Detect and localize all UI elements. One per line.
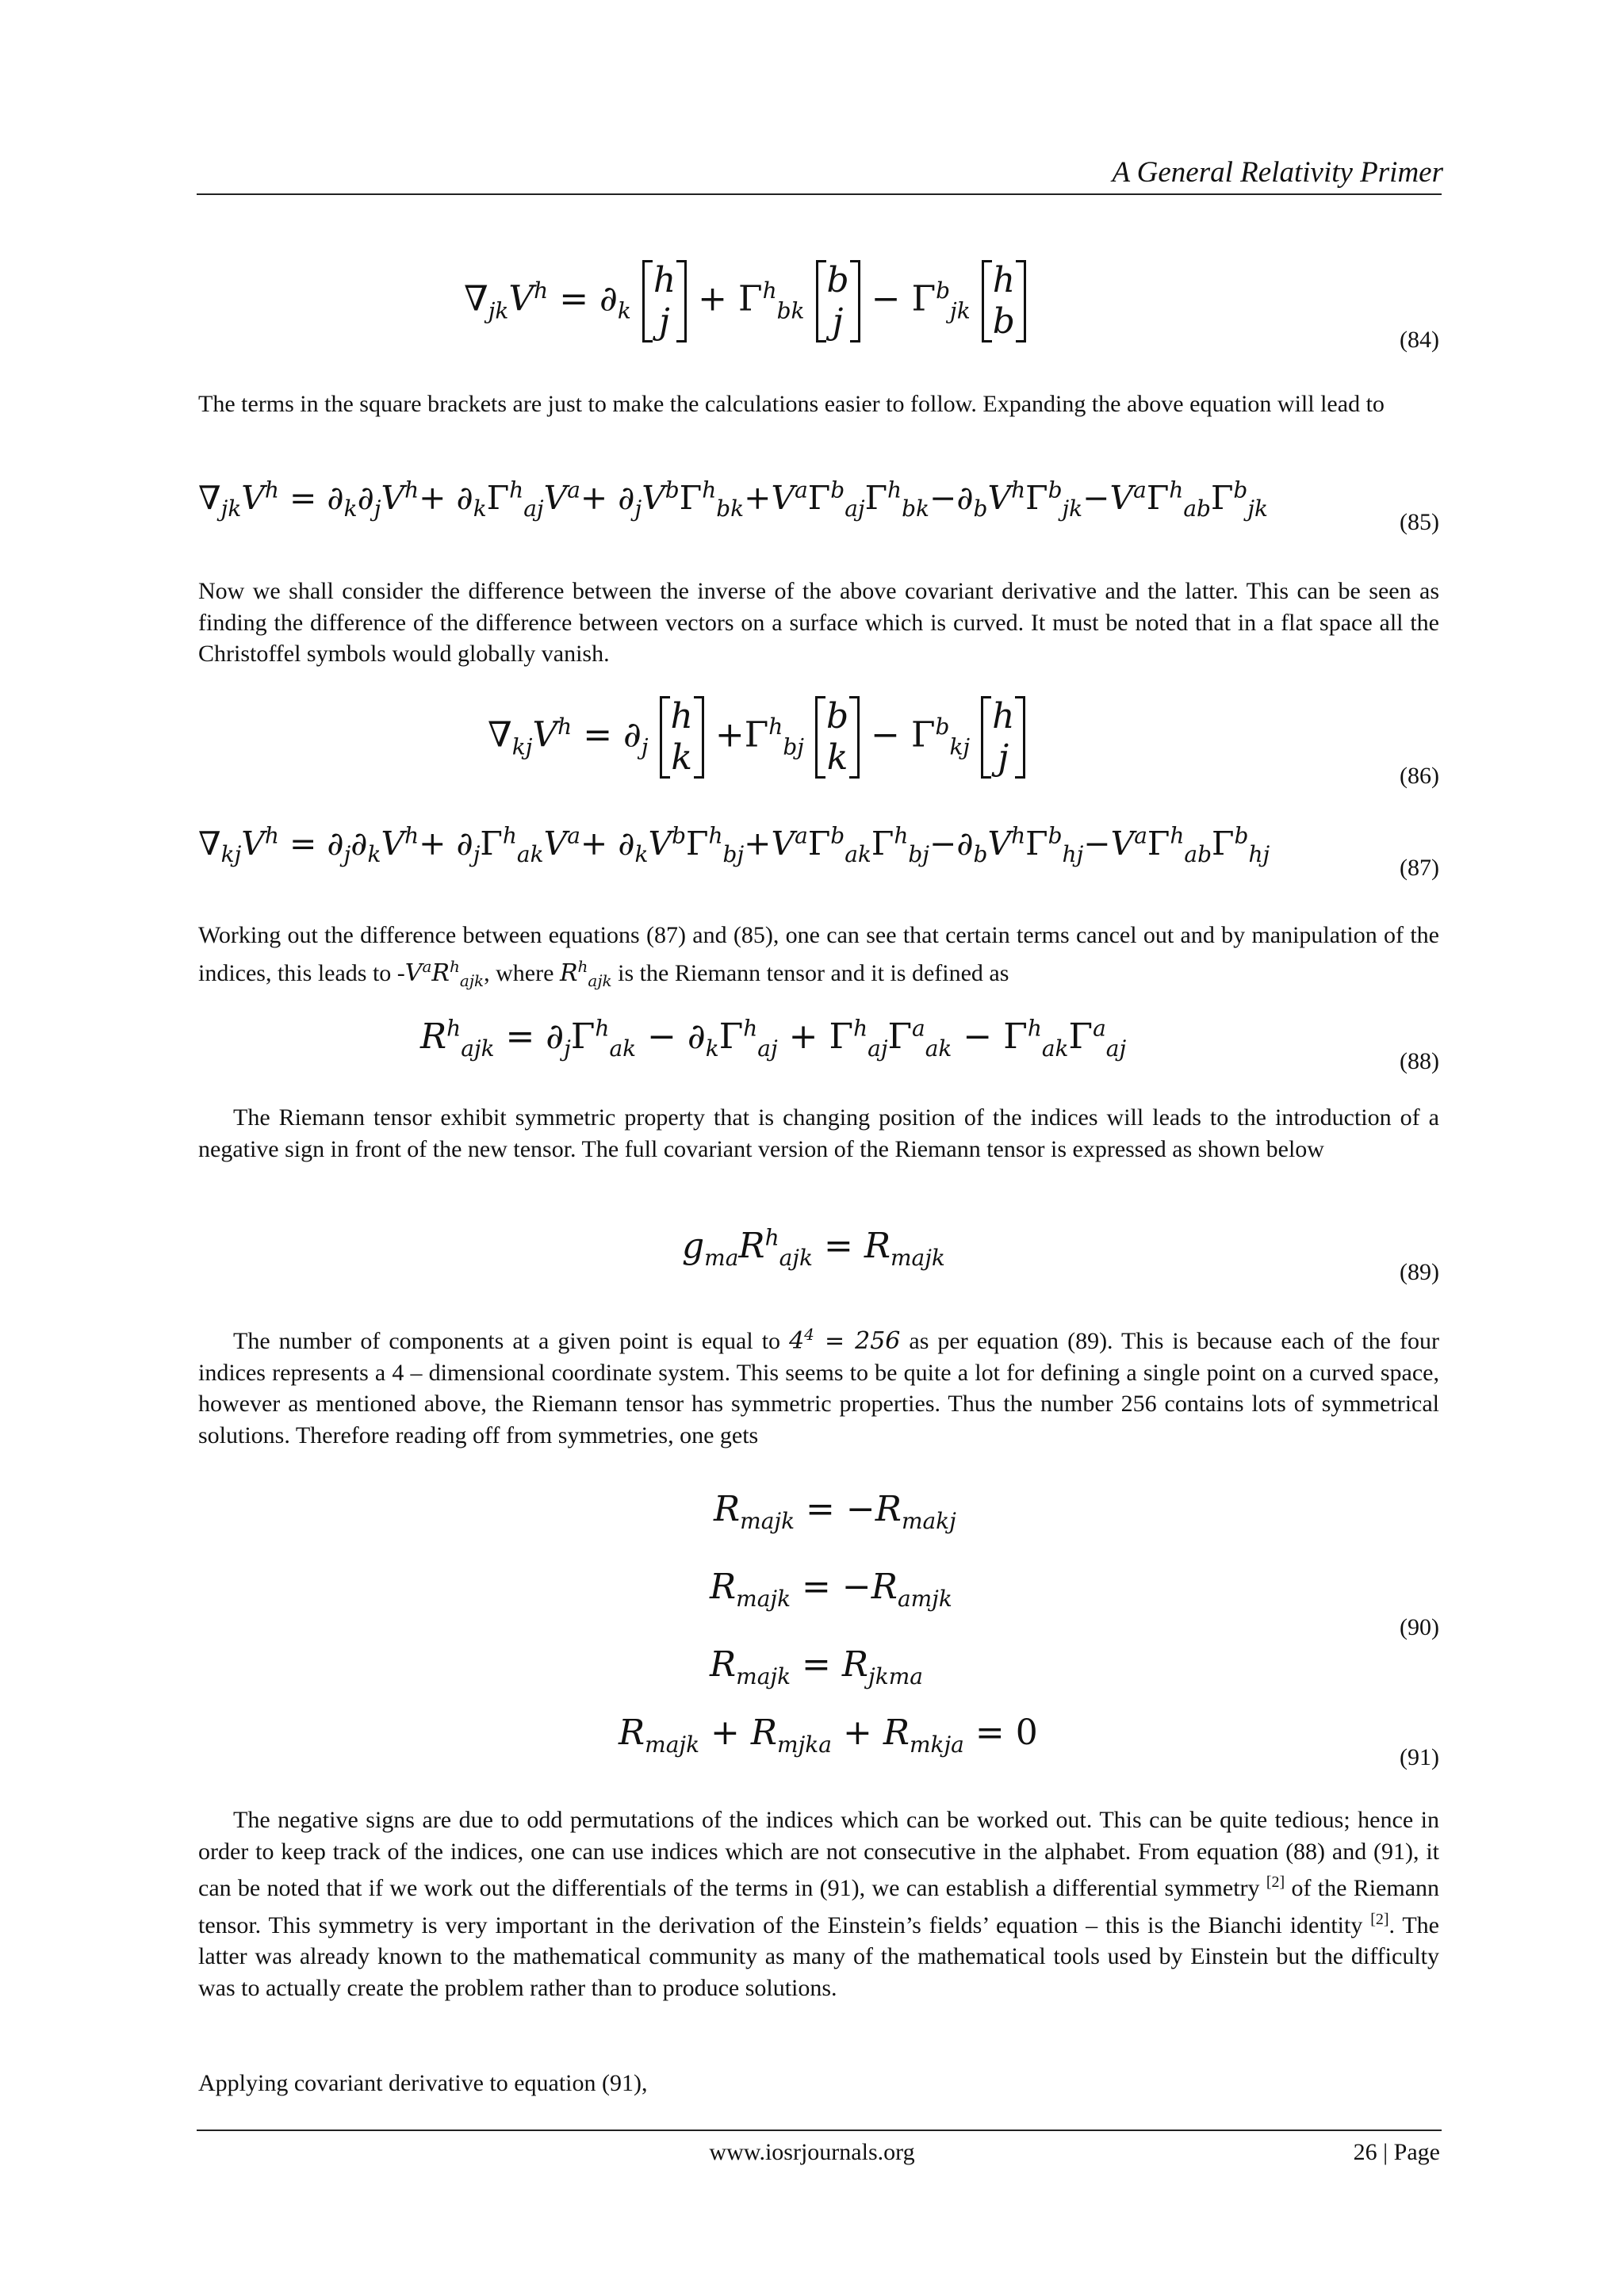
- inline-math: $V^aR^h_{ajk}$: [404, 956, 485, 990]
- equation-88: [198, 1016, 1439, 1080]
- equation-85: [198, 476, 1439, 542]
- paragraph-text: , where: [484, 959, 560, 986]
- equation-90: [198, 1489, 1439, 1695]
- footer-url[interactable]: www.iosrjournals.org: [709, 2139, 915, 2165]
- paragraph: [198, 1319, 1439, 1451]
- equation-91-body: $R_{majk} + R_{mjka} + R_{mkja} = 0$: [619, 1712, 1038, 1758]
- page-number: 26 | Page: [1353, 2139, 1440, 2165]
- equation-number: (84): [1400, 327, 1439, 353]
- paragraph-text: Working out the difference between equations (87) and (85), one can see that certain terms cancel out and by manipulation of the indices, this leads to -: [198, 922, 1439, 986]
- equation-89: [198, 1226, 1439, 1289]
- equation-number: (91): [1400, 1744, 1439, 1770]
- paragraph-text: . The latter was already known to the mathematical community as many of the mathematical tools used by Einstein but the difficulty was to actually create the problem rather than to produce solutions.: [198, 1911, 1439, 2001]
- paragraph: The Riemann tensor exhibit symmetric property that is changing position of the indices will leads to the introduction of a negative sign in front of the new tensor. The full covariant version of the Riemann tensor is expressed as shown below: [198, 1104, 1439, 1162]
- equation-85-body: $\nabla_{jk}V^h = \partial_k\partial_jV^h+ \partial_k\Gamma^h_{aj}V^a+ \partial_jV^b\Gamma^h_{bk}+V^a\Gamma^b_{aj}\Gamma^h_{bk}-\partial_bV^h\Gamma^b_{jk}-V^a\Gamma^h_{ab}\Gamma^b_{jk}$: [198, 476, 1268, 522]
- equation-88-body: $R^h_{ajk} = \partial_j\Gamma^h_{ak} - \partial_k\Gamma^h_{aj} + \Gamma^h_{aj}\Gamma^a_{ak} - \Gamma^h_{ak}\Gamma^a_{aj}$: [420, 1015, 1127, 1062]
- equation-84: [198, 254, 1439, 357]
- citation[interactable]: [2]: [1266, 1873, 1285, 1891]
- running-title: A General Relativity Primer: [1112, 156, 1443, 189]
- paragraph: [198, 1804, 1439, 2003]
- equation-86-body: $\nabla_{kj}V^h = \partial_j$ h k $+\Gamma^h_{bj}$ b k − $\Gamma^b_{kj}$ h j: [488, 696, 1025, 779]
- equation-87: [198, 822, 1439, 888]
- paragraph-text: as per equation (89). This is because each of the four indices represents a 4 – dimensional coordinate system. This seems to be quite a lot for defining a single point on a curved space, however as mentioned above, the Riemann tensor has symmetric properties. Thus the number 256 contains lots of symmetrical solutions. Therefore reading off from symmetries, one gets: [198, 1328, 1439, 1448]
- paragraph: Applying covariant derivative to equation (91),: [198, 2070, 648, 2096]
- header-rule: [197, 193, 1442, 195]
- equation-number: (85): [1400, 509, 1439, 535]
- equation-90-line-2: $R_{majk} = -R_{amjk}$: [710, 1567, 952, 1612]
- equation-84-body: $\nabla_{jk}V^h = \partial_k$ h j + $\Gamma^h_{bk}$ b j − $\Gamma^b_{jk}$ h b: [464, 260, 1026, 342]
- paragraph-text: of the Riemann tensor. This symmetry is very important in the derivation of the Einstein’s fields’ equation – this is the Bianchi identity: [198, 1875, 1440, 1938]
- equation-89-body: $g_{ma}R^h_{ajk} = R_{majk}$: [682, 1224, 945, 1271]
- equation-91: [198, 1712, 1439, 1776]
- equation-87-body: $\nabla_{kj}V^h = \partial_j\partial_kV^h+ \partial_j\Gamma^h_{ak}V^a+ \partial_kV^b\Gamma^h_{bj}+V^a\Gamma^b_{ak}\Gamma^h_{bj}-\partial_bV^h\Gamma^b_{hj}-V^a\Gamma^h_{ab}\Gamma^b_{hj}$: [198, 822, 1270, 868]
- footer-rule: [197, 2130, 1442, 2131]
- paragraph: Now we shall consider the difference between the inverse of the above covariant derivative and the latter. This can be seen as finding the difference of the difference between vectors on a surface which is curved. It must be noted that in a flat space all the Christoffel symbols would globally vanish.: [198, 578, 1439, 667]
- paragraph-text: is the Riemann tensor and it is defined as: [611, 959, 1009, 986]
- equation-number: (90): [1400, 1614, 1439, 1640]
- paragraph: The terms in the square brackets are just to make the calculations easier to follow. Expanding the above equation will lead to: [198, 391, 1385, 417]
- inline-math: $R^h_{ajk}$: [559, 956, 612, 990]
- equation-90-line-3: $R_{majk} = R_{jkma}$: [710, 1644, 923, 1689]
- citation[interactable]: [2]: [1370, 1910, 1389, 1928]
- paragraph-text: The negative signs are due to odd permutations of the indices which can be worked out. This can be quite tedious; hence in order to keep track of the indices, one can use indices which are not consecutive in the alphabet. From equation (88) and (91), it can be noted that if we work out the differentials of the terms in (91), we can establish a differential symmetry: [198, 1807, 1439, 1901]
- equation-86: [198, 690, 1439, 793]
- equation-number: (86): [1400, 763, 1439, 789]
- inline-math: $4^4 = 256$: [789, 1325, 901, 1355]
- equation-90-line-1: $R_{majk} = -R_{makj}$: [714, 1489, 956, 1534]
- equation-number: (88): [1400, 1048, 1439, 1074]
- paragraph: [198, 920, 1439, 997]
- equation-number: (87): [1400, 855, 1439, 881]
- paragraph-text: The number of components at a given point is equal to: [233, 1328, 790, 1354]
- equation-number: (89): [1400, 1259, 1439, 1285]
